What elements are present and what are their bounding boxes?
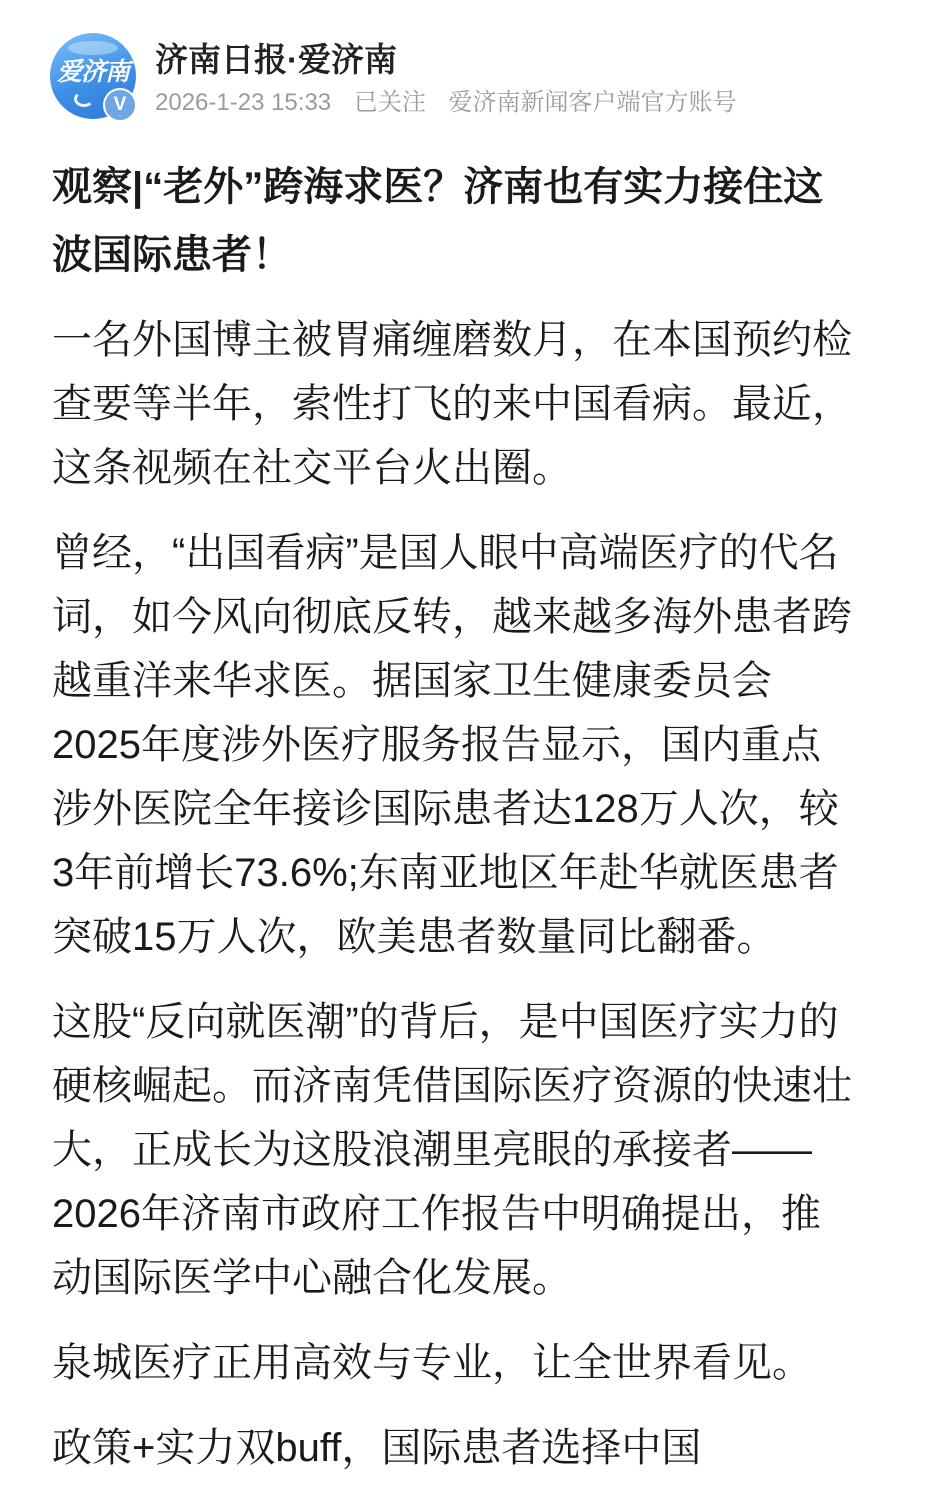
paragraph-line: 这条视频在社交平台火出圈。 [52,446,572,490]
verified-badge-icon: V [103,88,137,122]
article-paragraph [52,990,852,1310]
paragraph-line: 政策+实力双buff，国际患者选择中国 [52,1426,702,1470]
article-paragraph [52,1331,852,1395]
follow-status-button[interactable]: 已关注 [353,89,426,116]
paragraph-line: 硬核崛起。而济南凭借国际医疗资源的快速壮 [52,1064,852,1108]
paragraph-line: 一名外国博主被胃痛缠磨数月，在本国预约检 [52,318,852,362]
paragraph-line: 这股“反向就医潮”的背后，是中国医疗实力的 [52,1000,839,1044]
avatar-logo-text: 爱济南 [56,58,129,86]
article-paragraph [52,308,852,500]
paragraph-line: 3年前增长73.6%;东南亚地区年赴华就医患者 [52,851,839,895]
paragraph-line: 动国际医学中心融合化发展。 [52,1256,572,1300]
publish-time: 2026-1-23 15:33 [155,89,332,116]
paragraph-line: 2026年济南市政府工作报告中明确提出，推 [52,1192,821,1236]
paragraph-line: 词，如今风向彻底反转，越来越多海外患者跨 [52,595,852,639]
paragraph-line: 泉城医疗正用高效与专业，让全世界看见。 [52,1341,812,1385]
paragraph-line: 曾经，“出国看病”是国人眼中高端医疗的代名 [52,531,839,575]
paragraph-line: 查要等半年，索性打飞的来中国看病。最近， [52,382,852,426]
paragraph-line: 2025年度涉外医疗服务报告显示，国内重点 [52,723,821,767]
article-title-line: 观察|“老外”跨海求医？济南也有实力接住这 [52,165,824,209]
avatar-shine-decoration [68,41,118,55]
post-meta [155,88,753,118]
paragraph-line: 越重洋来华求医。据国家卫生健康委员会 [52,659,772,703]
avatar-swirl-icon [74,91,94,107]
account-description: 爱济南新闻客户端官方账号 [448,89,737,116]
article-title-line: 波国际患者！ [52,233,292,277]
article-title [52,153,823,289]
paragraph-line: 突破15万人次，欧美患者数量同比翻番。 [52,915,777,959]
author-name[interactable]: 济南日报·爱济南 [155,41,397,78]
article-paragraph [52,521,852,969]
article-paragraph [52,1416,852,1480]
article-body [52,308,852,1501]
paragraph-line: 涉外医院全年接诊国际患者达128万人次，较 [52,787,839,831]
paragraph-line: 大，正成长为这股浪潮里亮眼的承接者—— [52,1128,812,1172]
